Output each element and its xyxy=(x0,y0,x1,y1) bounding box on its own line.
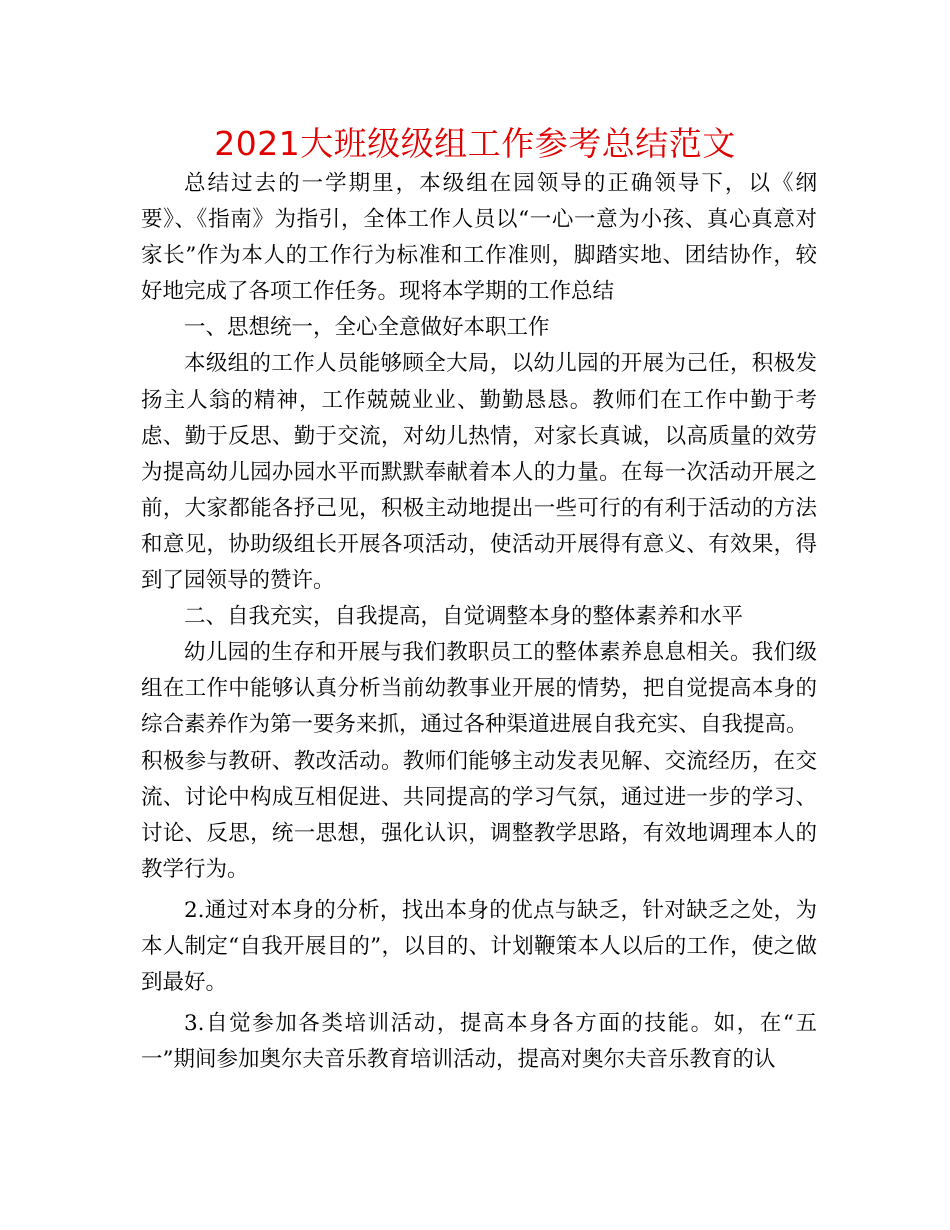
document-title: 2021大班级级组工作参考总结范文 xyxy=(214,124,736,163)
paragraph-section-1: 本级组的工作人员能够顾全大局，以幼儿园的开展为己任，积极发扬主人翁的精神，工作兢兢业业、勤勤恳恳。教师们在工作中勤于考虑、勤于反思、勤于交流，对幼儿热情，对家长真诚，以高质量的效劳为提高幼儿园办园水平而默默奉献着本人的力量。在每一次活动开展之前，大家都能各抒己见，积极主动地提出一些可行的有利于活动的方法和意见，协助级组长开展各项活动，使活动开展得有意义、有效果，得到了园领导的赞许。 xyxy=(141,351,817,594)
paragraph-item-3: 3.自觉参加各类培训活动，提高本身各方面的技能。如，在“五一”期间参加奥尔夫音乐教育培训活动，提高对奥尔夫音乐教育的认 xyxy=(141,1011,817,1073)
paragraph-intro: 总结过去的一学期里，本级组在园领导的正确领导下，以《纲要》、《指南》为指引，全体工作人员以“一心一意为小孩、真心真意对家长”作为本人的工作行为标准和工作准则，脚踏实地、团结协作，较好地完成了各项工作任务。现将本学期的工作总结 xyxy=(141,171,817,305)
document-body xyxy=(141,166,817,1078)
section-heading-2: 二、自我充实，自我提高，自觉调整本身的整体素养和水平 xyxy=(184,604,744,630)
paragraph-section-2: 幼儿园的生存和开展与我们教职员工的整体素养息息相关。我们级组在工作中能够认真分析当前幼教事业开展的情势，把自觉提高本身的综合素养作为第一要务来抓，通过各种渠道进展自我充实、自我提高。 xyxy=(141,640,817,738)
section-heading-1: 一、思想统一，全心全意做好本职工作 xyxy=(184,315,550,341)
paragraph-item-2: 2.通过对本身的分析，找出本身的优点与缺乏，针对缺乏之处，为本人制定“自我开展目的”，以目的、计划鞭策本人以后的工作，使之做到最好。 xyxy=(141,897,817,996)
paragraph-item-1: 积极参与教研、教改活动。教师们能够主动发表见解、交流经历，在交流、讨论中构成互相促进、共同提高的学习气氛，通过进一步的学习、讨论、反思，统一思想，强化认识，调整教学思路，有效地调理本人的教学行为。 xyxy=(141,748,817,882)
